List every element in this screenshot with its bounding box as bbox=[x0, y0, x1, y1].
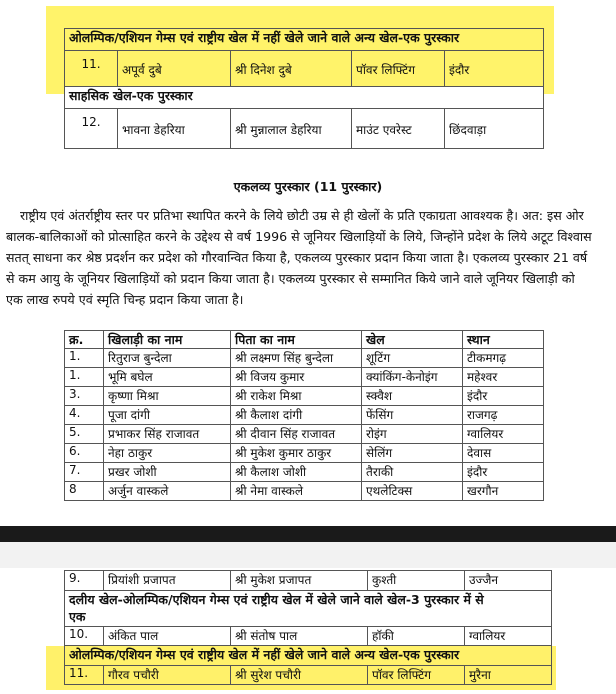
table-row: 8 अर्जुन वास्कले श्री नेमा वास्कले एथलेटिक्स खरगौन bbox=[65, 482, 544, 501]
table-row: 9. प्रियांशी प्रजापत श्री मुकेश प्रजापत कुश्ती उज्जैन bbox=[65, 571, 552, 591]
section-header-adventure: साहसिक खेल-एक पुरस्कार bbox=[65, 87, 544, 109]
paragraph-line: राष्ट्रीय एवं अंतर्राष्ट्रीय स्तर पर प्रतिभा स्थापित करने के लिये छोटी उम्र से ही खेलों के प्रति एकाग्रता आवश्यक है। अत: इस ओर bbox=[20, 208, 584, 223]
header-father-name: पिता का नाम bbox=[231, 331, 362, 349]
table-row: 5. प्रभाकर सिंह राजावत श्री दीवान सिंह राजावत रोइंग ग्वालियर bbox=[65, 425, 544, 444]
table-row: 10. अंकित पाल श्री संतोष पाल हॉकी ग्वालियर bbox=[65, 627, 552, 646]
paragraph-line: सतत् साधना कर श्रेष्ठ प्रदर्शन कर प्रदेश को गौरवान्वित किया है, एकलव्य पुरस्कार प्रदान किया जाता है। एकलव्य पुरस्कार 21 वर्ष bbox=[6, 250, 588, 265]
bottom-awards-table bbox=[64, 570, 552, 685]
table-row: 11. गौरव पचौरी श्री सुरेश पचौरी पॉवर लिफ्टिंग मुरैना bbox=[65, 666, 552, 685]
section-header-other-games: ओलम्पिक/एशियन गेम्स एवं राष्ट्रीय खेल में नहीं खेले जाने वाले अन्य खेल-एक पुरस्कार bbox=[65, 29, 544, 51]
paragraph-line: बालक-बालिकाओं को प्रोत्साहित करने के उद्देश्य से वर्ष 1996 से जूनियर खिलाड़ियों के लिये, जिन्होंने प्रदेश के लिये अटूट विश्वास bbox=[6, 229, 592, 244]
header-sport: खेल bbox=[362, 331, 463, 349]
header-serial: क्र. bbox=[65, 331, 104, 349]
table-row: 4. पूजा दांगी श्री कैलाश दांगी फेंसिंग राजगढ़ bbox=[65, 406, 544, 425]
section-header-other-games-bottom: ओलम्पिक/एशियन गेम्स एवं राष्ट्रीय खेल में नहीं खेले जाने वाले अन्य खेल-एक पुरस्कार bbox=[65, 646, 552, 666]
table-row: 1. भूमि बघेल श्री विजय कुमार क्यांकिंग-केनोइंग महेश्वर bbox=[65, 368, 544, 387]
paragraph-line: से कम आयु के जूनियर खिलाड़ियों को प्रदान किया जाता है। एकलव्य पुरस्कार से सम्मानित किये जाने वाले जूनियर खिलाड़ी को bbox=[6, 271, 575, 286]
table-row: 7. प्रखर जोशी श्री कैलाश जोशी तैराकी इंदौर bbox=[65, 463, 544, 482]
top-awards-table bbox=[64, 28, 544, 149]
header-place: स्थान bbox=[463, 331, 544, 349]
eklavya-awardees-table bbox=[64, 330, 544, 501]
eklavya-title: एकलव्य पुरस्कार (11 पुरस्कार) bbox=[233, 179, 383, 194]
table-row: 6. नेहा ठाकुर श्री मुकेश कुमार ठाकुर सेलिंग देवास bbox=[65, 444, 544, 463]
table-row: 1. रितुराज बुन्देला श्री लक्ष्मण सिंह बुन्देला शूटिंग टीकमगढ़ bbox=[65, 349, 544, 368]
paragraph-line: एक लाख रुपये एवं स्मृति चिन्ह प्रदान किया जाता है। bbox=[6, 292, 244, 307]
table-row: 12. भावना डेहरिया श्री मुन्नालाल डेहरिया माउंट एवरेस्ट छिंदवाड़ा bbox=[65, 109, 544, 149]
eklavya-paragraph bbox=[6, 205, 612, 310]
section-header-team-games: दलीय खेल-ओलम्पिक/एशियन गेम्स एवं राष्ट्रीय खेल में खेले जाने वाले खेल-3 पुरस्कार में से एक bbox=[65, 591, 552, 627]
table-row: 11. अपूर्व दुबे श्री दिनेश दुबे पॉवर लिफ्टिंग इंदौर bbox=[65, 51, 544, 87]
header-player-name: खिलाड़ी का नाम bbox=[104, 331, 231, 349]
page-break-gap bbox=[0, 542, 616, 568]
table-header-row bbox=[65, 331, 544, 349]
page-break-band bbox=[0, 526, 616, 542]
table-row: 3. कृष्णा मिश्रा श्री राकेश मिश्रा स्क्वैश इंदौर bbox=[65, 387, 544, 406]
